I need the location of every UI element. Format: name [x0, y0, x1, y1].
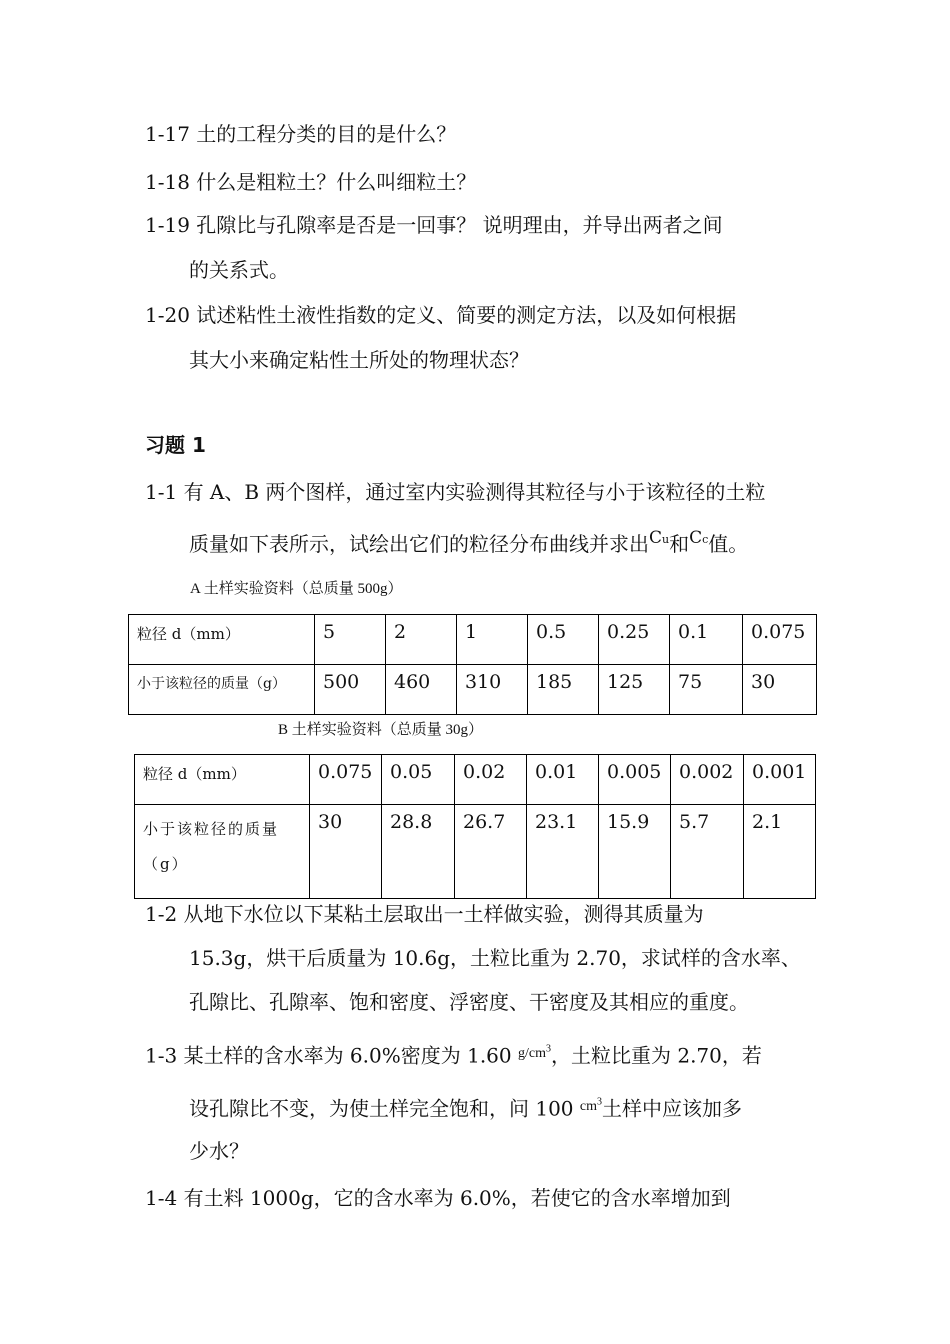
table-b-cell: 0.001 [744, 755, 816, 805]
table-a-header-label: 粒径 d（mm） [129, 615, 315, 665]
question-1-19-cont: 的关系式。 [189, 258, 289, 282]
question-1-18: 1-18 什么是粗粒土？什么叫细粒土？ [145, 170, 477, 194]
table-a-cell: 0.5 [528, 615, 599, 665]
table-b-cell: 23.1 [527, 805, 599, 899]
table-a-cell: 0.25 [599, 615, 670, 665]
table-a-cell: 185 [528, 665, 599, 715]
exercise-1-3-line3: 少水？ [189, 1139, 249, 1163]
exercise-1-4-line1: 1-4 有土料 1000g，它的含水率为 6.0%，若使它的含水率增加到 [145, 1186, 731, 1210]
exercise-1-2-line2: 15.3g，烘干后质量为 10.6g，土粒比重为 2.70，求试样的含水率、 [189, 946, 801, 970]
table-a-cell: 2 [386, 615, 457, 665]
section-title: 习题 1 [145, 433, 206, 457]
exercise-1-3-line1 [145, 1043, 762, 1072]
cu-symbol: Cu [649, 528, 670, 548]
table-b-header-label: 粒径 d（mm） [135, 755, 310, 805]
question-1-20: 1-20 试述粘性土液性指数的定义、简要的测定方法，以及如何根据 [145, 303, 737, 327]
table-a-cell: 460 [386, 665, 457, 715]
question-1-17: 1-17 土的工程分类的目的是什么？ [145, 122, 457, 146]
table-b-cell: 0.05 [382, 755, 455, 805]
table-b-cell: 28.8 [382, 805, 455, 899]
exercise-1-3-text2-end: 土样中应该加多 [602, 1096, 742, 1121]
table-b [134, 754, 816, 899]
exercise-1-3-text2: 设孔隙比不变，为使土样完全饱和，问 100 [189, 1096, 580, 1121]
exercise-1-2-line1: 1-2 从地下水位以下某粘土层取出一土样做实验，测得其质量为 [145, 902, 704, 926]
table-a-row-label: 小于该粒径的质量（g） [129, 665, 315, 715]
exercise-1-3-line2 [189, 1096, 742, 1125]
table-a [128, 614, 817, 715]
table-a-cell: 125 [599, 665, 670, 715]
exercise-1-3-text: 1-3 某土样的含水率为 6.0%密度为 1.60 [145, 1043, 518, 1068]
table-a-cell: 310 [457, 665, 528, 715]
table-b-cell: 0.01 [527, 755, 599, 805]
and-text: 和 [669, 532, 690, 556]
exercise-1-3-text-end: ，土粒比重为 2.70，若 [550, 1043, 762, 1068]
table-b-cell: 2.1 [744, 805, 816, 899]
exercise-1-1-end: 值。 [708, 532, 749, 556]
table-a-cell: 1 [457, 615, 528, 665]
table-a-cell: 30 [743, 665, 817, 715]
exercise-1-1-line2 [189, 528, 749, 560]
table-b-cell: 5.7 [671, 805, 744, 899]
question-1-20-cont: 其大小来确定粘性土所处的物理状态？ [189, 348, 529, 372]
exercise-1-2-line3: 孔隙比、孔隙率、饱和密度、浮密度、干密度及其相应的重度。 [189, 990, 749, 1014]
table-a-cell: 5 [315, 615, 386, 665]
table-a-cell: 500 [315, 665, 386, 715]
table-a-cell: 75 [670, 665, 743, 715]
table-b-cell: 30 [310, 805, 382, 899]
table-b-cell: 0.075 [310, 755, 382, 805]
question-1-19: 1-19 孔隙比与孔隙率是否是一回事？ 说明理由，并导出两者之间 [145, 213, 723, 237]
volume-unit: cm3 [579, 1096, 602, 1114]
table-b-cell: 0.005 [599, 755, 671, 805]
table-b-cell: 15.9 [599, 805, 671, 899]
density-unit: g/cm3 [517, 1043, 551, 1061]
cc-symbol: Cc [689, 528, 709, 548]
table-a-cell: 0.1 [670, 615, 743, 665]
table-b-cell: 26.7 [455, 805, 527, 899]
table-b-caption: B 土样实验资料（总质量 30g） [278, 722, 484, 738]
table-b-row-label-line2: （g） [143, 855, 189, 873]
table-a-cell: 0.075 [743, 615, 817, 665]
table-b-row-label-line1: 小于该粒径的质量 [143, 820, 280, 838]
table-b-row-label [135, 805, 310, 899]
exercise-1-1-text: 质量如下表所示，试绘出它们的粒径分布曲线并求出 [189, 532, 649, 556]
table-a-caption: A 土样实验资料（总质量 500g） [190, 581, 403, 597]
exercise-1-1-line1: 1-1 有 A、B 两个图样，通过室内实验测得其粒径与小于该粒径的土粒 [145, 480, 766, 504]
table-b-cell: 0.02 [455, 755, 527, 805]
table-b-cell: 0.002 [671, 755, 744, 805]
